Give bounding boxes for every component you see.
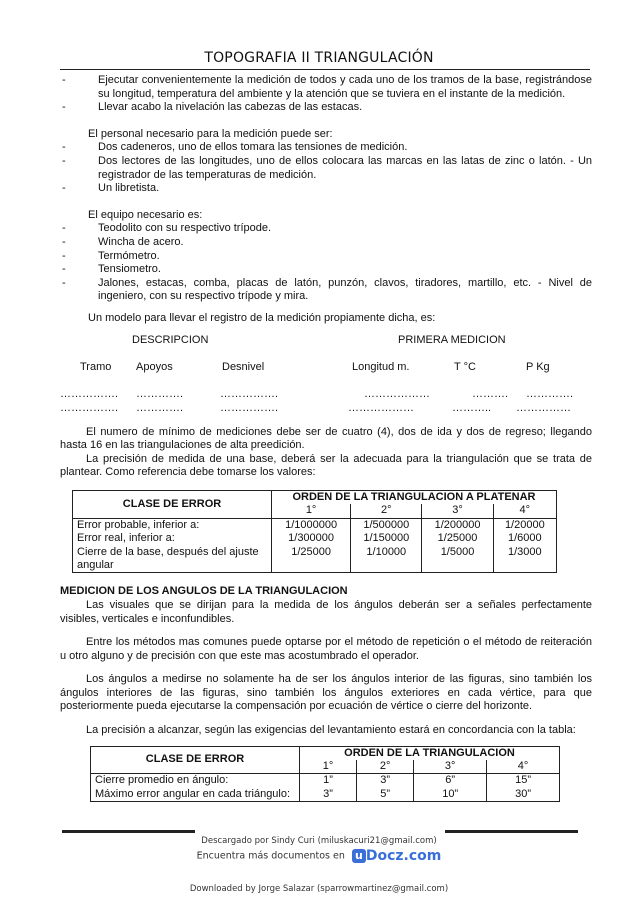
list-item: - Dos lectores de las longitudes, uno de ellos colocara las marcas en las latas de zinc o latón. - Un registrador de las temperaturas de medición.	[62, 154, 592, 181]
col-temperatura: T °C	[454, 360, 476, 373]
col-longitud: Longitud m.	[352, 360, 410, 373]
paragraph: Las visuales que se dirijan para la medida de los ángulos deberán ser a señales perfectamente visibles, verticales e inconfundibles.	[60, 598, 592, 625]
footer-rule-right	[445, 830, 578, 833]
order-1: 1°	[272, 504, 351, 518]
cell-value: 1/200000	[434, 518, 481, 531]
cell-value: 6”	[445, 774, 456, 787]
registro-intro: Un modelo para llevar el registro de la medición propiamente dicha, es:	[88, 311, 436, 324]
dots: ………….	[136, 387, 184, 400]
dots: …………….	[220, 401, 279, 414]
more-documents	[0, 848, 638, 864]
paragraph: La precisión de medida de una base, deberá ser la adecuada para la triangulación que se trata de plantear. Como referencia debe tomarse los valores:	[60, 452, 592, 479]
order-1: 1°	[300, 760, 357, 774]
page-title: TOPOGRAFIA II TRIANGULACIÓN	[204, 50, 434, 66]
table-row	[91, 774, 560, 802]
list-item: - Wincha de acero.	[62, 235, 184, 248]
descripcion-label: DESCRIPCION	[132, 333, 209, 346]
cell-value: 1/3000	[507, 545, 542, 558]
dots: …………….	[220, 387, 279, 400]
order-2: 2°	[357, 760, 414, 774]
cell-value: 1/6000	[507, 532, 542, 545]
cell-value: 1”	[323, 774, 333, 787]
dots: …………….	[60, 401, 119, 414]
error-table-base	[72, 490, 557, 573]
list-item: - Llevar acabo la nivelación las cabezas de las estacas.	[62, 101, 363, 114]
section-heading: MEDICION DE LOS ANGULOS DE LA TRIANGULACION	[60, 585, 348, 598]
cell-value: 3”	[323, 787, 333, 800]
list-item: - Tensiometro.	[62, 263, 161, 276]
cell-value: 1/300000	[288, 532, 335, 545]
dots: ……….	[472, 387, 509, 400]
list-item: - Ejecutar convenientemente la medición de todos y cada uno de los tramos de la base, registrándose su longitud, temperatura del ambiente y la atención que se tuviera en el instante de la medición.	[62, 74, 592, 100]
order-4: 4°	[493, 504, 556, 518]
registro-model	[60, 326, 592, 414]
dots: ………………	[364, 387, 430, 400]
cell-value: 15”	[515, 774, 531, 787]
col-apoyos: Apoyos	[136, 360, 173, 373]
personal-intro: El personal necesario para la medición puede ser:	[88, 127, 333, 140]
paragraph: Entre los métodos mas comunes puede optarse por el método de repetición o el método de reiteración u otro alguno y de precisión con que este mas acostumbrado el operador.	[60, 636, 592, 662]
col-tramo: Tramo	[80, 360, 112, 373]
cell-value: 5”	[380, 787, 391, 800]
table-header-orden: ORDEN DE LA TRIANGULACION A PLATENAR	[272, 490, 557, 504]
order-2: 2°	[351, 504, 422, 518]
dots: ………….	[136, 401, 184, 414]
dots: ………..	[452, 401, 492, 414]
row-label: Máximo error angular en cada triángulo:	[95, 787, 291, 800]
cell-value: 3”	[380, 774, 391, 787]
more-documents-text: Encuentra más documentos en	[196, 850, 345, 862]
table-header-orden: ORDEN DE LA TRIANGULACION	[300, 746, 560, 760]
table-row	[73, 518, 557, 573]
order-3: 3°	[414, 760, 487, 774]
cell-value: 30”	[515, 787, 531, 800]
cell-value: 1/150000	[363, 532, 410, 545]
list-item: - Teodolito con su respectivo trípode.	[62, 222, 272, 235]
cell-value: 1/1000000	[285, 518, 338, 531]
row-label: Error real, inferior a:	[77, 532, 175, 545]
udocz-link[interactable]: Docz.com	[365, 848, 442, 864]
table-header-clase: CLASE DE ERROR	[91, 746, 300, 774]
col-pkg: P Kg	[526, 360, 550, 373]
downloaded-by: Downloaded by Jorge Salazar (sparrowmartinez@gmail.com)	[189, 884, 449, 894]
list-item: - Dos cadeneros, uno de ellos tomara las tensiones de medición.	[62, 141, 408, 154]
col-desnivel: Desnivel	[222, 360, 265, 373]
dots: ………………	[348, 401, 414, 414]
cell-value: 1/25000	[437, 532, 478, 545]
cell-value: 1/20000	[504, 518, 545, 531]
order-4: 4°	[487, 760, 560, 774]
footer-rule-left	[62, 830, 195, 833]
dots: ………….	[526, 387, 574, 400]
udocz-logo-icon[interactable]: u	[352, 849, 366, 863]
list-item: - Un libretista.	[62, 182, 160, 195]
row-label: Cierre de la base, después del ajuste angular	[77, 545, 259, 571]
cell-value: 1/10000	[366, 545, 407, 558]
table-header-clase: CLASE DE ERROR	[73, 490, 272, 518]
dots: ……………	[516, 401, 571, 414]
cell-value: 1/25000	[291, 545, 331, 558]
cell-value: 1/5000	[440, 545, 475, 558]
order-3: 3°	[422, 504, 493, 518]
list-item: - Termómetro.	[62, 249, 160, 262]
row-label: Cierre promedio en ángulo:	[95, 774, 229, 787]
list-item: - Jalones, estacas, comba, placas de latón, punzón, clavos, tiradores, martillo, etc. - Nivel de ingeniero, con su respectivo trípode y mira.	[62, 276, 592, 303]
cell-value: 10”	[442, 787, 459, 800]
title-rule	[60, 69, 590, 70]
document-body	[60, 74, 592, 802]
row-label: Error probable, inferior a:	[77, 518, 200, 531]
cell-value: 1/500000	[363, 518, 410, 531]
equipo-intro: El equipo necesario es:	[88, 208, 203, 221]
uploaded-by: Descargado por Sindy Curi (miluskacuri21@gmail.com)	[201, 836, 437, 846]
paragraph: La precisión a alcanzar, según las exigencias del levantamiento estará en concordancia con la tabla:	[86, 724, 576, 737]
paragraph: El numero de mínimo de mediciones debe ser de cuatro (4), dos de ida y dos de regreso; llegando hasta 16 en las triangulaciones de alta preedición.	[60, 425, 592, 452]
paragraph: Los ángulos a medirse no solamente ha de ser los ángulos interior de las figuras, sino también los ángulos interiores de las figuras, sino también los ángulos exteriores en cada vértice, para que posteriormente pueda ejecutarse la compensación por ecuación de vértice o cierre del horizonte.	[60, 673, 592, 713]
error-table-angulos	[90, 746, 560, 803]
dots: …………….	[60, 387, 119, 400]
primera-medicion-label: PRIMERA MEDICION	[398, 333, 506, 346]
